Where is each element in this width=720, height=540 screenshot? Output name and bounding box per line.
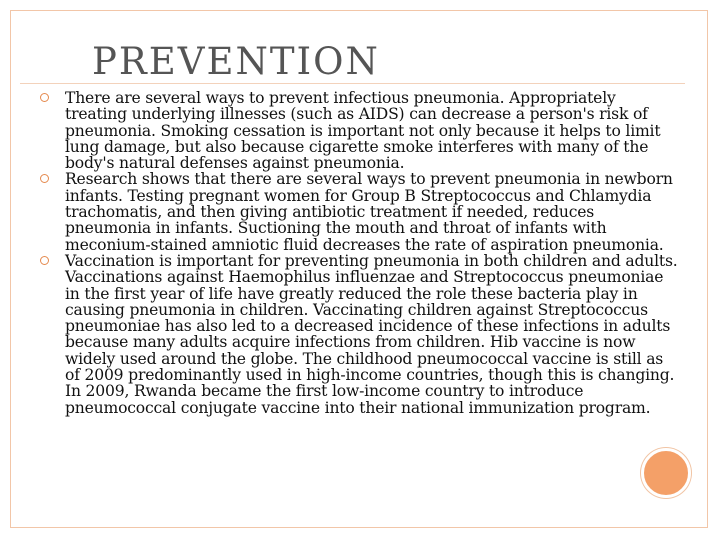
circle-bullet-icon [40,174,49,183]
circle-bullet-icon [40,256,49,265]
bullet-item [40,90,680,171]
decorative-circle-icon [641,448,691,498]
circle-bullet-icon [40,93,49,102]
bullet-text: Research shows that there are several ways to prevent pneumonia in newborn infants. Testing pregnant women for Group B Streptococcus and Chlamydia trachomatis, and then giving antibiotic treatment if needed, reduces pneumonia in infants. Suctioning the mouth and throat of infants with meconium-stained amniotic fluid decreases the rate of aspiration pneumonia. [65,170,673,254]
title-divider [20,83,685,84]
bullet-item [40,253,680,416]
slide-title: PREVENTION [92,40,380,83]
bullet-text: There are several ways to prevent infectious pneumonia. Appropriately treating underlying illnesses (such as AIDS) can decrease a person's risk of pneumonia. Smoking cessation is important not only because it helps to limit lung damage, but also because cigarette smoke interferes with many of the body's natural defenses against pneumonia. [65,89,661,173]
bullet-list [40,90,680,416]
bullet-text: Vaccination is important for preventing pneumonia in both children and adults. Vaccinations against Haemophilus influenzae and Streptococcus pneumoniae in the first year of life have greatly reduced the role these bacteria play in causing pneumonia in children. Vaccinating children against Streptococcus pneumoniae has also led to a decreased incidence of these infections in adults because many adults acquire infections from children. Hib vaccine is now widely used around the globe. The childhood pneumococcal vaccine is still as of 2009 predominantly used in high-income countries, though this is changing. In 2009, Rwanda became the first low-income country to introduce pneumococcal conjugate vaccine into their national immunization program. [65,251,678,417]
bullet-item [40,171,680,252]
